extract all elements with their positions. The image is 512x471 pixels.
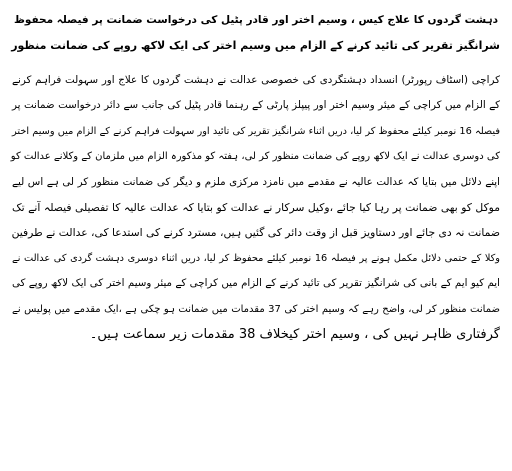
body-line: فیصلہ 16 نومبر کیلئے محفوظ کر لیا، دریں اثناء شرانگیز تقریر کی تائید اور سہولت فراہم کرنے کے الزام میں وسیم اختر	[12, 125, 500, 137]
headline-line-2: شرانگیز تقریر کی تائید کرنے کے الزام میں وسیم اختر کی ایک لاکھ روپے کی ضمانت منظور	[11, 39, 500, 52]
article-body	[12, 68, 500, 347]
body-line: کے الزام میں کراچی کے میئر وسیم اختر اور پیپلز پارٹی کے رہنما قادر پٹیل کی جانب سے دائر درخواست ضمانت پر	[12, 99, 500, 112]
body-line: وکلا کے حتمی دلائل مکمل ہونے پر فیصلہ 16 نومبر کیلئے محفوظ کر لیا، دریں اثناء دوسری دہشت گردی کی عدالت نے	[12, 252, 500, 264]
body-line: گرفتاری ظاہر نہیں کی ، وسیم اختر کیخلاف 38 مقدمات زیر سماعت ہیں۔	[89, 327, 500, 343]
body-line: کراچی (اسٹاف رپورٹر) انسداد دہشتگردی کی خصوصی عدالت نے دہشت گردوں کا علاج اور سہولت فراہم کرنے	[12, 74, 500, 86]
headline-line-1: دہشت گردوں کا علاج کیس ، وسیم اختر اور قادر پٹیل کی درخواست ضمانت پر فیصلہ محفوظ	[13, 14, 499, 26]
body-line: کی دوسری عدالت نے ایک لاکھ روپے کی ضمانت منظور کر لی، ہفتہ کو مذکورہ الزام میں ملزمان کے وکلانے عدالت کو	[10, 151, 500, 163]
body-line: ضمانت منظور کر لی، واضح رہے کہ وسیم اختر کی 37 مقدمات میں ضمانت ہو چکی ہے ،ایک مقدمے میں پولیس نے	[12, 303, 500, 315]
body-line: ایم کیو ایم کے بانی کی شرانگیز تقریر کی تائید کرنے کے الزام میں کراچی کے میئر وسیم اختر کی ایک لاکھ روپے کی	[12, 277, 500, 290]
body-line: موکل کو بھی ضمانت پر رہا کیا جائے ،وکیل سرکار نے عدالت کو بتایا کہ عدالت عالیہ کا تفصیلی فیصلہ آنے تک	[12, 201, 500, 215]
body-line: ضمانت نہ دی جائے اور دستاویز قبل از وقت دائر کی گئیں ہیں، مسترد کرنے کی استدعا کی، عدالت نے طرفین	[11, 226, 500, 240]
body-line: اپنے دلائل میں بتایا کہ عدالت عالیہ نے مقدمے میں نامزد مرکزی ملزم و دیگر کی ضمانت منظور کر لی ہے اس لیے	[12, 175, 500, 188]
